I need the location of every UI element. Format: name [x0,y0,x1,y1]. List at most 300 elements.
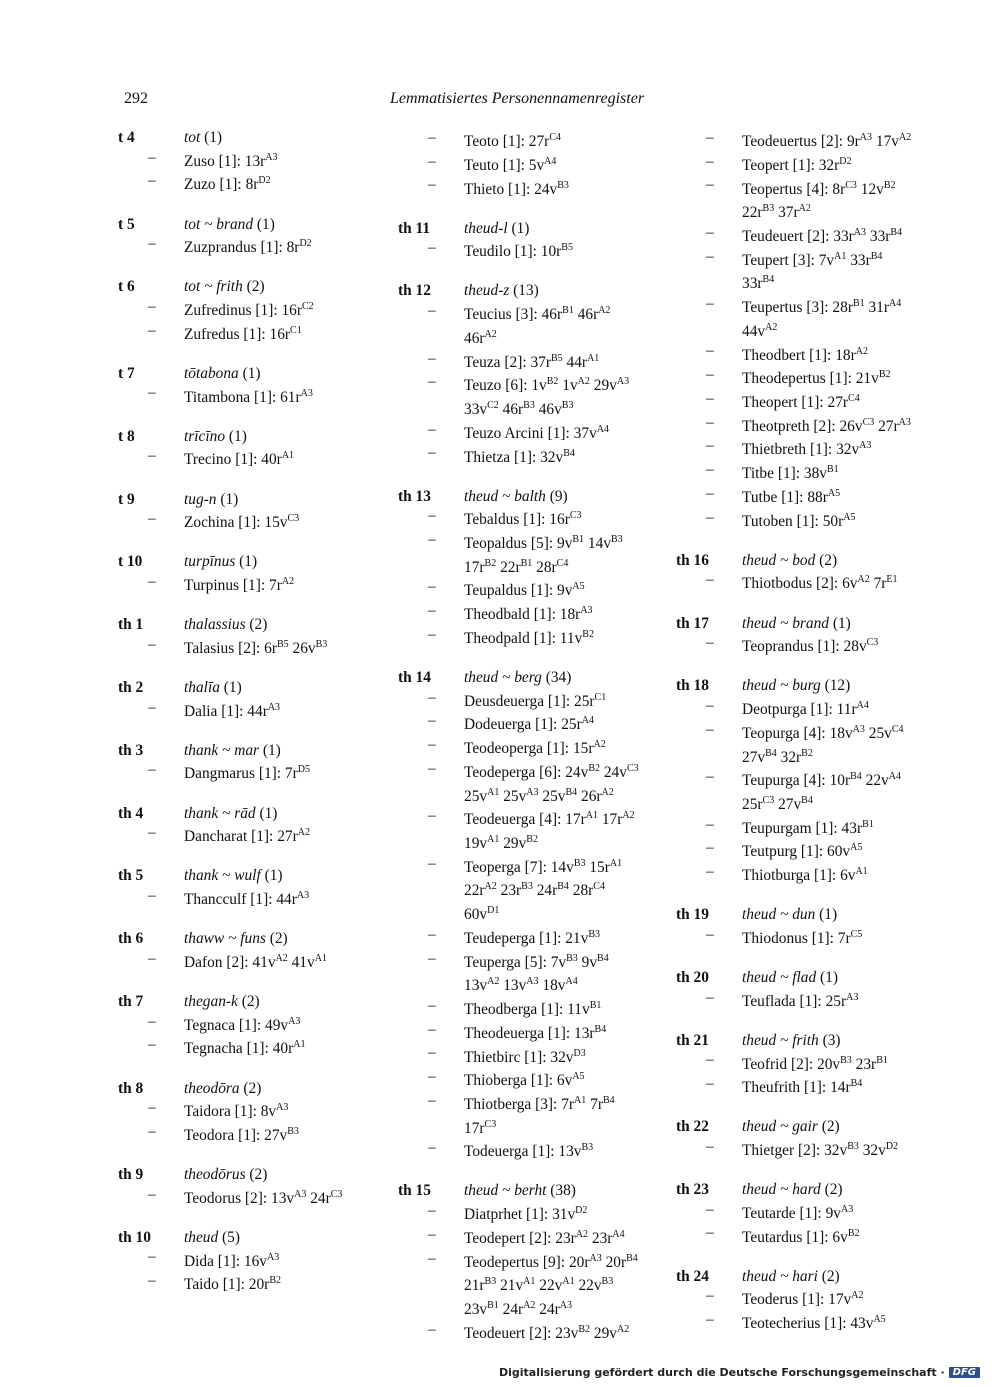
name-entry [676,1286,916,1310]
name-entry [398,854,643,925]
name-entry [398,925,643,949]
name-entry [398,238,643,262]
entry-dash: – [428,1020,436,1038]
entry-text: Zufredinus [1]: $16r^{C2}$ [184,300,314,320]
lemma-headword: theud ~ hard [742,1181,821,1199]
lemma-code: th 17 [676,614,709,632]
entry-text: Teuzo Arcini [1]: $37v^{A4}$ [464,423,609,442]
entry-dash: – [428,444,436,462]
entry-dash: – [706,839,714,857]
name-entry [398,688,643,712]
entry-dash: – [148,1185,156,1203]
lemma-headword: theud ~ berht [464,1182,547,1200]
name-entry [118,234,368,258]
index-group [676,1117,916,1160]
lemma-count: (2) [820,1181,843,1199]
name-entry [398,759,643,806]
entry-text: Dodeuerga [1]: $25r^{A4}$ [464,715,594,734]
entry-dash: – [706,571,714,589]
name-entry [676,175,916,222]
lemma-heading [676,968,916,988]
entry-text: Teodeoperga [1]: $15r^{A2}$ [464,739,606,758]
entry-dash: – [148,384,156,402]
index-group [118,552,368,595]
entry-dash: – [706,247,714,265]
index-group [398,668,643,1162]
entry-text: Teoto [1]: $27r^{C4}$ [464,132,561,151]
entry-text: Teofrid [2]: $20v^{B3}$ $23r^{B1}$ [742,1054,888,1073]
lemma-code: th 18 [676,677,709,695]
lemma-code: th 4 [118,804,144,822]
lemma-count: (1) [816,969,838,986]
entry-text: Dangmarus [1]: $7r^{D5}$ [184,764,310,783]
index-group [676,905,916,948]
name-entry [398,1201,643,1225]
lemma-count: (2) [242,278,265,296]
entry-dash: – [148,1248,156,1266]
entry-text: Teodeuert [2]: $23v^{B2}$ $29v^{A2}$ [464,1323,630,1342]
entry-dash: – [428,1139,436,1157]
index-group [118,128,368,195]
entry-dash: – [428,949,436,967]
lemma-count: (2) [239,1079,262,1097]
lemma-count: (9) [545,487,568,505]
entry-text: Teotecherius [1]: $43v^{A5}$ [742,1314,886,1333]
entry-dash: – [706,1287,714,1305]
name-entry [398,530,643,577]
lemma-headword: theodōra [184,1079,240,1097]
lemma-heading [398,1181,643,1201]
entry-text: Theodepertus [1]: $21v^{B2}$ [742,369,891,388]
lemma-count: (1) [507,219,530,237]
entry-dash: – [148,510,156,528]
index-group [398,219,643,262]
entry-text: Teupertus [3]: $28r^{B1}$ $31r^{A4}$ $44v^{A2}$ [742,298,902,340]
entry-dash: – [428,807,436,825]
index-column-1 [118,128,368,1314]
name-entry [398,349,643,373]
entry-text: Deusdeuerga [1]: $25r^{C1}$ [464,691,607,710]
entry-dash: – [706,129,714,146]
name-entry [398,625,643,649]
entry-dash: – [706,437,714,455]
entry-dash: – [706,1224,714,1242]
entry-text: Teucius [3]: $46r^{B1}$ $46r^{A2}$ $46r^{A2}$ [464,305,611,347]
lemma-count: (1) [253,215,275,233]
index-group [676,551,916,594]
entry-text: Teupurgam [1]: $43r^{B1}$ [742,818,874,837]
entry-dash: – [706,1137,714,1155]
name-entry [676,570,916,594]
page-number: 292 [124,90,148,107]
entry-text: Zuso [1]: $13r^{A3}$ [184,151,278,170]
entry-dash: – [428,625,436,643]
entry-dash: – [148,949,156,967]
entry-text: Teupaldus [1]: $9v^{A5}$ [464,581,585,600]
footer-text: Digitalisierung gefördert durch die Deutsche Forschungsgemeinschaft · [498,1366,945,1379]
index-group [118,1079,368,1146]
entry-text: Teoprandus [1]: $28v^{C3}$ [742,637,879,656]
entry-dash: – [148,635,156,653]
name-entry [118,886,368,910]
lemma-code: t 7 [118,364,135,382]
lemma-heading [398,668,643,688]
lemma-code: t 6 [118,278,135,296]
name-entry [398,735,643,759]
lemma-count: (5) [218,1228,240,1246]
lemma-count: (2) [237,993,260,1010]
entry-dash: – [706,295,714,313]
lemma-headword: theud ~ burg [742,677,821,695]
index-group [118,929,368,972]
lemma-headword: theud ~ berg [464,669,542,686]
entry-dash: – [428,349,436,367]
name-entry [676,696,916,720]
index-column-2 [398,128,643,1363]
dfg-logo: DFG [949,1367,980,1378]
lemma-code: th 13 [398,487,431,505]
index-group [118,866,368,909]
entry-dash: – [706,1200,714,1218]
entry-text: Teodepert [2]: $23r^{A2}$ $23r^{A4}$ [464,1228,625,1247]
entry-text: Teodeuertus [2]: $9r^{A3}$ $17v^{A2}$ [742,132,912,151]
lemma-count: (34) [541,669,572,686]
name-entry [118,1271,368,1295]
lemma-code: th 14 [398,669,431,686]
name-entry [398,1249,643,1320]
index-group [118,804,368,847]
lemma-count: (3) [818,1031,841,1049]
lemma-heading [676,905,916,925]
index-group [118,741,368,784]
lemma-heading [676,1267,916,1287]
entry-text: Teoderus [1]: $17v^{A2}$ [742,1290,864,1309]
entry-dash: – [148,1036,156,1054]
entry-dash: – [428,1091,436,1109]
name-entry [398,128,643,152]
lemma-heading [676,1031,916,1051]
lemma-headword: thegan-k [184,993,238,1010]
name-entry [118,383,368,407]
lemma-headword: theud ~ brand [742,614,829,632]
lemma-code: th 16 [676,551,709,569]
lemma-headword: thank ~ wulf [184,867,261,885]
entry-text: Teuto [1]: $5v^{A4}$ [464,155,557,174]
lemma-headword: tug-n [184,490,217,508]
entry-dash: – [148,235,156,253]
entry-text: Teutardus [1]: $6v^{B2}$ [742,1227,860,1246]
entry-text: Teudeperga [1]: $21v^{B3}$ [464,928,600,947]
entry-text: Teuflada [1]: $25r^{A3}$ [742,991,859,1010]
entry-dash: – [148,148,156,166]
entry-text: Zuzprandus [1]: $8r^{D2}$ [184,238,312,257]
entry-text: Theodeuerga [1]: $13r^{B4}$ [464,1023,607,1042]
name-entry [118,1122,368,1146]
name-entry [118,297,368,321]
lemma-heading [118,427,368,447]
lemma-headword: thank ~ mar [184,741,260,759]
lemma-count: (1) [259,741,281,759]
entry-text: Dafon [2]: $41v^{A2}$ $41v^{A1}$ [184,952,327,971]
lemma-count: (2) [817,1118,840,1136]
lemma-headword: thank ~ rād [184,804,256,822]
index-group [118,277,368,344]
lemma-heading [676,551,916,571]
lemma-headword: theud-z [464,282,510,300]
name-entry [676,925,916,949]
entry-text: Teopert [1]: $32r^{D2}$ [742,155,852,174]
name-entry [118,760,368,784]
lemma-count: (1) [255,804,278,822]
lemma-count: (1) [235,553,258,571]
name-entry [676,862,916,886]
entry-text: Tutoben [1]: $50r^{A5}$ [742,511,856,530]
entry-dash: – [428,176,436,194]
lemma-headword: thalassius [184,616,246,634]
name-entry [398,1225,643,1249]
entry-text: Tegnacha [1]: $40r^{A1}$ [184,1039,306,1058]
lemma-heading [676,1117,916,1137]
index-group [676,1267,916,1334]
lemma-code: t 10 [118,553,143,571]
name-entry [118,949,368,973]
page-header [0,0,1000,130]
entry-dash: – [706,1311,714,1328]
entry-text: Thioberga [1]: $6v^{A5}$ [464,1071,585,1090]
lemma-code: th 8 [118,1079,144,1097]
entry-text: Teodepertus [9]: $20r^{A3}$ $20r^{B4}$ $21r^{B3}$ $21v^{A1}$ $22v^{A1}$ $22v^{B3}$ $23v^{B1}$ $24r^{A2}$ $24r^{A3}$ [464,1252,638,1319]
entry-dash: – [706,815,714,833]
entry-dash: – [428,736,436,754]
name-entry [398,1138,643,1162]
name-entry [118,1247,368,1271]
name-entry [118,823,368,847]
name-entry [676,365,916,389]
name-entry [398,152,643,176]
lemma-code: th 19 [676,906,709,924]
entry-dash: – [706,634,714,652]
entry-text: Theodbert [1]: $18r^{A2}$ [742,345,868,364]
name-entry [398,1043,643,1067]
entry-text: Thancculf [1]: $44r^{A3}$ [184,889,310,909]
entry-dash: – [706,768,714,786]
footer-credit [499,1366,980,1379]
lemma-heading [398,487,643,507]
lemma-count: (2) [265,930,288,948]
lemma-code: th 7 [118,993,144,1010]
name-entry [398,420,643,444]
lemma-code: th 21 [676,1031,709,1049]
name-entry [398,601,643,625]
name-entry [676,1200,916,1224]
lemma-code: th 22 [676,1118,709,1136]
index-group [676,1180,916,1247]
index-group [118,615,368,658]
entry-dash: – [428,1249,436,1267]
lemma-headword: tōtabona [184,364,239,382]
lemma-headword: theud ~ gair [742,1118,818,1136]
entry-text: Teuzo [6]: $1v^{B2}$ $1v^{A2}$ $29v^{A3}$ $33v^{C2}$ $46r^{B3}$ $46v^{B3}$ [464,376,630,419]
entry-dash: – [706,342,714,360]
entry-text: Taidora [1]: $8v^{A3}$ [184,1102,289,1121]
entry-dash: – [148,761,156,779]
name-entry [676,460,916,484]
lemma-code: th 10 [118,1228,151,1246]
lemma-heading [118,678,368,698]
entry-dash: – [148,297,156,315]
entry-text: Diatprhet [1]: $31v^{D2}$ [464,1205,588,1224]
lemma-count: (12) [820,677,851,695]
entry-dash: – [148,698,156,716]
index-group [398,281,643,467]
lemma-code: th 9 [118,1166,144,1184]
entry-dash: – [428,302,436,320]
lemma-headword: theud ~ hari [742,1267,818,1285]
index-group [676,1031,916,1098]
lemma-code: th 6 [118,930,144,948]
lemma-headword: tot [184,129,201,146]
name-entry [676,508,916,532]
index-group [118,992,368,1059]
lemma-code: th 3 [118,741,144,759]
entry-dash: – [428,1225,436,1243]
lemma-count: (1) [200,129,223,146]
lemma-headword: thalīa [184,678,220,696]
entry-dash: – [148,824,156,842]
entry-dash: – [706,696,714,714]
entry-text: Tutbe [1]: $88r^{A5}$ [742,487,841,506]
name-entry [676,413,916,437]
entry-dash: – [706,925,714,943]
entry-text: Teudeuert [2]: $33r^{A3}$ $33r^{B4}$ [742,226,903,245]
index-group [118,427,368,470]
entry-text: Thietza [1]: $32v^{B4}$ [464,447,575,466]
lemma-heading [118,929,368,949]
entry-dash: – [706,1051,714,1069]
lemma-count: (2) [817,1267,840,1285]
lemma-count: (13) [509,282,539,300]
entry-dash: – [428,1202,436,1220]
name-entry [676,1137,916,1161]
entry-dash: – [428,239,436,257]
lemma-code: th 23 [676,1181,709,1199]
entry-text: Teutarde [1]: $9v^{A3}$ [742,1203,854,1222]
index-group [118,215,368,258]
entry-dash: – [428,688,436,706]
entry-text: Theopert [1]: $27r^{C4}$ [742,392,860,412]
entry-text: Zochina [1]: $15v^{C3}$ [184,513,300,532]
entry-text: Teuperga [5]: $7v^{B3}$ $9v^{B4}$ $13v^{A2}$ $13v^{A3}$ $18v^{A4}$ [464,952,609,995]
entry-dash: – [706,862,714,880]
name-entry [676,838,916,862]
entry-text: Dida [1]: $16v^{A3}$ [184,1251,280,1270]
name-entry [676,767,916,814]
lemma-heading [676,676,916,696]
lemma-code: t 4 [118,129,135,146]
lemma-heading [118,615,368,635]
entry-text: Thietger [2]: $32v^{B3}$ $32v^{D2}$ [742,1140,899,1160]
entry-text: Teoperga [7]: $14v^{B3}$ $15r^{A1}$ $22r^{A2}$ $23r^{B3}$ $24r^{B4}$ $28r^{C4}$ $60v^{D1}$ [464,857,623,924]
index-group [676,968,916,1011]
entry-dash: – [706,366,714,384]
lemma-code: t 9 [118,490,135,508]
lemma-heading [118,866,368,886]
entry-dash: – [706,508,714,526]
entry-dash: – [148,1122,156,1140]
name-entry [676,484,916,508]
lemma-headword: theud-l [464,219,508,237]
entry-text: Thietbreth [1]: $32v^{A3}$ [742,440,872,459]
name-entry [398,577,643,601]
name-entry [118,1012,368,1036]
entry-dash: – [428,996,436,1014]
entry-dash: – [428,759,436,777]
lemma-headword: theud ~ frith [742,1031,819,1049]
lemma-heading [118,364,368,384]
name-entry [118,1098,368,1122]
name-entry [398,175,643,199]
entry-dash: – [428,1320,436,1338]
entry-dash: – [706,223,714,241]
entry-dash: – [706,484,714,502]
lemma-heading [118,215,368,235]
entry-text: Titbe [1]: $38v^{B1}$ [742,464,839,483]
lemma-code: th 2 [118,678,144,696]
name-entry [118,572,368,596]
entry-text: Turpinus [1]: $7r^{A2}$ [184,575,295,595]
entry-text: Teodeuerga [4]: $17r^{A1}$ $17r^{A2}$ $19v^{A1}$ $29v^{B2}$ [464,810,635,853]
entry-text: Teutpurg [1]: $60v^{A5}$ [742,842,863,861]
name-entry [398,1067,643,1091]
entry-text: Deotpurga [1]: $11r^{A4}$ [742,699,869,719]
entry-dash: – [148,1012,156,1030]
lemma-headword: theud ~ dun [742,906,816,924]
entry-text: Teupert [3]: $7v^{A1}$ $33r^{B4}$ $33r^{B4}$ [742,250,883,293]
lemma-headword: thaww ~ funs [184,930,266,948]
name-entry [676,815,916,839]
index-group [676,676,916,885]
lemma-code: th 24 [676,1267,709,1285]
entry-dash: – [428,578,436,596]
index-group [118,1165,368,1208]
entry-text: Thiotberga [3]: $7r^{A1}$ $7r^{B4}$ $17r^{C3}$ [464,1094,615,1137]
name-entry [398,1091,643,1138]
lemma-headword: tot ~ brand [184,215,254,233]
lemma-heading [118,741,368,761]
entry-dash: – [428,925,436,943]
entry-dash: – [706,389,714,407]
entry-dash: – [148,572,156,590]
entry-text: Dalia [1]: $44r^{A3}$ [184,701,281,720]
lemma-heading [398,281,643,301]
index-group [398,487,643,649]
name-entry [676,247,916,294]
index-group [676,614,916,657]
entry-text: Thieto [1]: $24v^{B3}$ [464,179,569,198]
lemma-code: th 12 [398,282,431,300]
lemma-heading [118,552,368,572]
lemma-count: (2) [815,551,838,569]
lemma-heading [118,992,368,1012]
lemma-heading [676,614,916,634]
name-entry [676,720,916,767]
name-entry [398,443,643,467]
name-entry [398,949,643,996]
entry-dash: – [706,461,714,479]
name-entry [398,301,643,348]
index-group [118,1228,368,1295]
name-entry [118,1185,368,1209]
